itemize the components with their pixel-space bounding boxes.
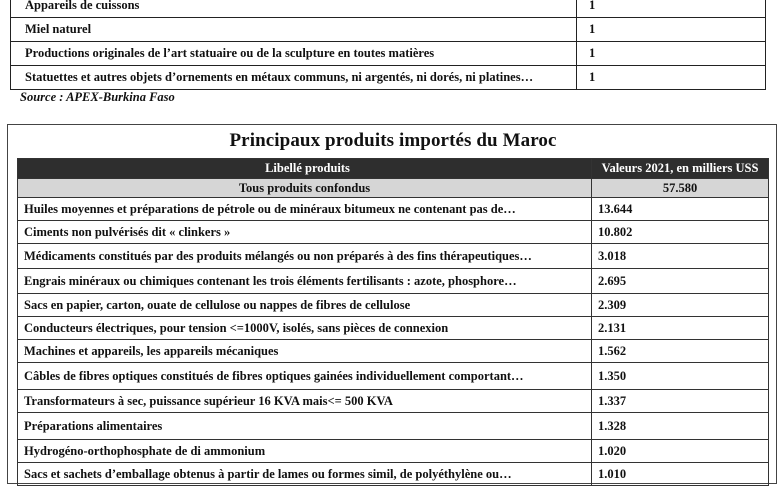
product-value: 2.309	[592, 294, 769, 317]
table-row	[18, 363, 769, 390]
product-label: Câbles de fibres optiques constitués de fibres optiques gainées individuellement comportant…	[18, 363, 592, 390]
product-value: 1	[577, 42, 766, 66]
product-label: Transformateurs à sec, puissance supérieur 16 KVA mais<= 500 KVA	[18, 390, 592, 413]
total-label: Tous produits confondus	[18, 179, 592, 198]
product-label: Préparations alimentaires	[18, 413, 592, 440]
table-row	[11, 42, 766, 66]
product-value: 1.020	[592, 440, 769, 463]
product-label: Huiles moyennes et préparations de pétrole ou de minéraux bitumeux ne contenant pas de…	[18, 198, 592, 221]
product-value: 3.018	[592, 244, 769, 269]
table-row	[18, 413, 769, 440]
total-row	[18, 179, 769, 198]
table-row	[18, 390, 769, 413]
table-row	[18, 198, 769, 221]
header-row	[18, 159, 769, 179]
product-value: 1	[577, 0, 766, 18]
table-row	[18, 294, 769, 317]
product-label: Sacs en papier, carton, ouate de cellulose ou nappes de fibres de cellulose	[18, 294, 592, 317]
product-value: 1.562	[592, 340, 769, 363]
section-title: Principaux produits importés du Maroc	[229, 130, 557, 151]
product-label: Machines et appareils, les appareils mécaniques	[18, 340, 592, 363]
product-label: Sacs et sachets d’emballage obtenus à partir de lames ou formes simil, de polyéthylène ou…	[18, 463, 592, 486]
product-value: 1.328	[592, 413, 769, 440]
table-row	[18, 340, 769, 363]
product-label: Statuettes et autres objets d’ornements en métaux communs, ni argentés, ni dorés, ni platines…	[11, 66, 577, 90]
imports-section	[7, 124, 777, 484]
product-label: Conducteurs électriques, pour tension <=1000V, isolés, sans pièces de connexion	[18, 317, 592, 340]
column-header-label: Libellé produits	[18, 159, 592, 179]
table-row	[18, 221, 769, 244]
product-label: Productions originales de l’art statuaire ou de la sculpture en toutes matières	[11, 42, 577, 66]
table-row	[11, 18, 766, 42]
product-value: 1.350	[592, 363, 769, 390]
table-row	[18, 269, 769, 294]
product-value: 1.010	[592, 463, 769, 486]
table-row	[18, 440, 769, 463]
table-row	[18, 463, 769, 486]
product-label: Hydrogéno-orthophosphate de di ammonium	[18, 440, 592, 463]
product-label: Médicaments constitués par des produits mélangés ou non préparés à des fins thérapeutiques…	[18, 244, 592, 269]
top-exports-section	[0, 0, 780, 114]
table-row	[18, 244, 769, 269]
product-value: 13.644	[592, 198, 769, 221]
product-label: Miel naturel	[11, 18, 577, 42]
source-note: Source : APEX-Burkina Faso	[20, 90, 175, 104]
table-row	[18, 317, 769, 340]
product-value: 1	[577, 18, 766, 42]
top-table	[10, 0, 766, 90]
imports-table	[17, 158, 769, 486]
product-value: 1	[577, 66, 766, 90]
table-row	[11, 0, 766, 18]
column-header-value: Valeurs 2021, en milliers USS	[592, 159, 769, 179]
product-value: 10.802	[592, 221, 769, 244]
product-value: 2.131	[592, 317, 769, 340]
table-row	[11, 66, 766, 90]
product-value: 1.337	[592, 390, 769, 413]
total-value: 57.580	[592, 179, 769, 198]
product-label: Appareils de cuissons	[11, 0, 577, 18]
product-value: 2.695	[592, 269, 769, 294]
product-label: Ciments non pulvérisés dit « clinkers »	[18, 221, 592, 244]
product-label: Engrais minéraux ou chimiques contenant les trois éléments fertilisants : azote, phosphore…	[18, 269, 592, 294]
